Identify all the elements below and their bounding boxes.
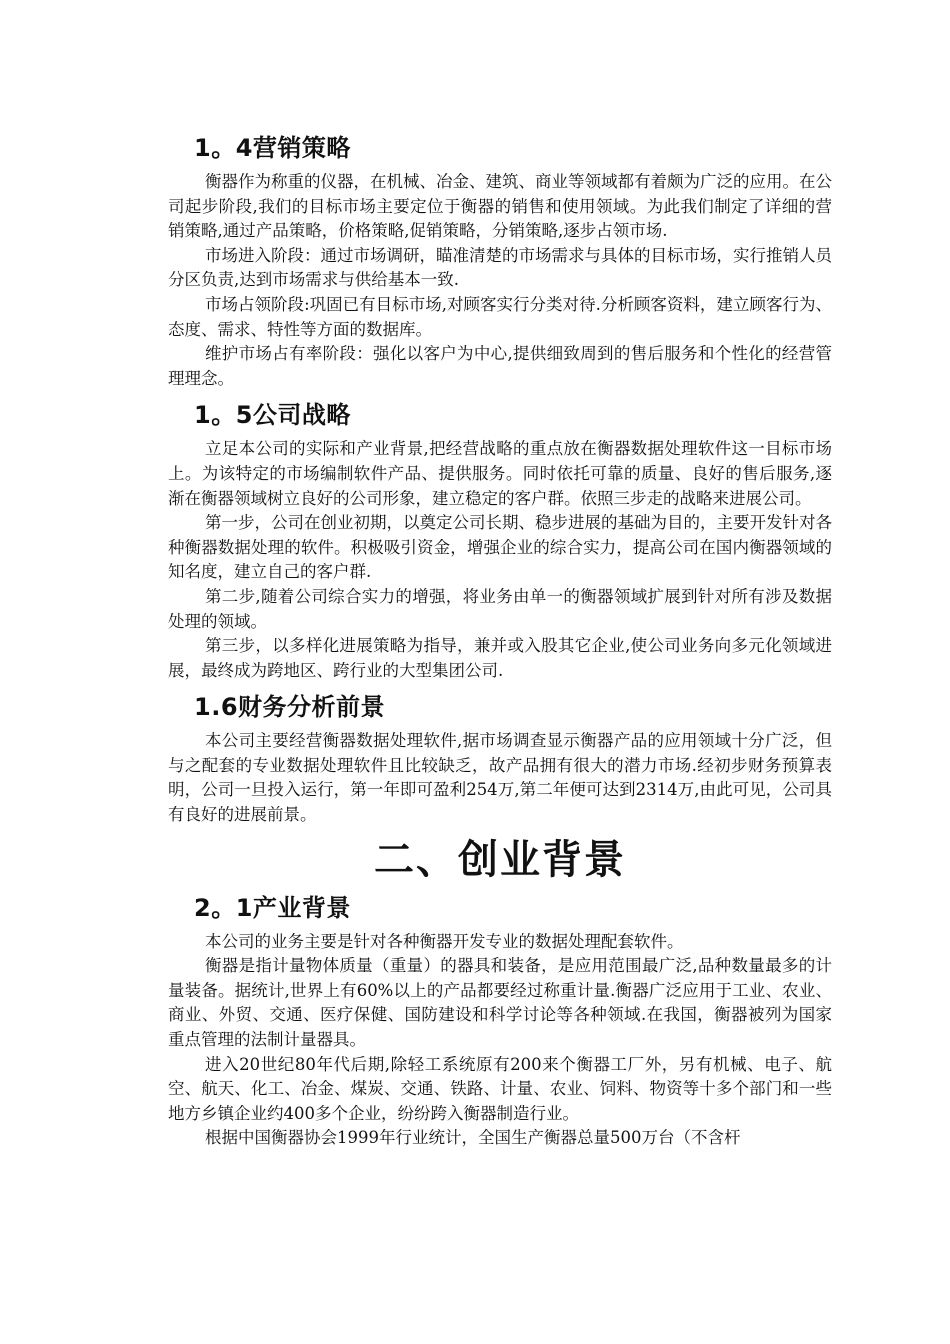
paragraph: 维护市场占有率阶段：强化以客户为中心,提供细致周到的售后服务和个性化的经营管理理念。 <box>168 344 832 388</box>
paragraph: 本公司的业务主要是针对各种衡器开发专业的数据处理配套软件。 <box>205 931 684 951</box>
chapter-title: 二、创业背景 <box>374 836 626 883</box>
paragraph: 根据中国衡器协会1999年行业统计，全国生产衡器总量500万台（不含杆 <box>205 1128 741 1148</box>
paragraph: 进入20世纪80年代后期,除轻工系统原有200来个衡器工厂外，另有机械、电子、航空、航天、化工、冶金、煤炭、交通、铁路、计量、农业、饲料、物资等十多个部门和一些地方乡镇企业约400多个企业，纷纷跨入衡器制造行业。 <box>168 1054 832 1123</box>
paragraph: 本公司主要经营衡器数据处理软件,据市场调查显示衡器产品的应用领域十分广泛，但与之配套的专业数据处理软件且比较缺乏，故产品拥有很大的潜力市场.经初步财务预算表明，公司一旦投入运行，第一年即可盈利254万,第二年便可达到2314万,由此可见，公司具有良好的进展前景。 <box>168 731 832 825</box>
section-heading-1-6: 1.6财务分析前景 <box>194 693 386 722</box>
paragraph: 衡器作为称重的仪器，在机械、冶金、建筑、商业等领域都有着颇为广泛的应用。在公司起步阶段,我们的目标市场主要定位于衡器的销售和使用领域。为此我们制定了详细的营销策略,通过产品策略，价格策略,促销策略，分销策略,逐步占领市场. <box>168 172 832 241</box>
paragraph: 市场进入阶段：通过市场调研，瞄准清楚的市场需求与具体的目标市场，实行推销人员分区负责,达到市场需求与供给基本一致. <box>168 245 832 290</box>
section-heading-1-4: 1。4营销策略 <box>194 134 351 162</box>
section-heading-2-1: 2。1产业背景 <box>194 893 351 922</box>
paragraph: 第三步，以多样化进展策略为指导，兼并或入股其它企业,使公司业务向多元化领域进展，最终成为跨地区、跨行业的大型集团公司. <box>168 636 832 680</box>
section-heading-1-5: 1。5公司战略 <box>194 401 351 430</box>
paragraph: 第一步，公司在创业初期，以奠定公司长期、稳步进展的基础为目的，主要开发针对各种衡器数据处理的软件。积极吸引资金，增强企业的综合实力，提高公司在国内衡器领域的知名度，建立自己的客户群. <box>168 513 832 582</box>
paragraph: 第二步,随着公司综合实力的增强，将业务由单一的衡器领域扩展到针对所有涉及数据处理的领域。 <box>168 586 832 631</box>
document-page <box>168 130 832 1151</box>
paragraph: 立足本公司的实际和产业背景,把经营战略的重点放在衡器数据处理软件这一目标市场上。为该特定的市场编制软件产品、提供服务。同时依托可靠的质量、良好的售后服务,逐渐在衡器领域树立良好的公司形象，建立稳定的客户群。依照三步走的战略来进展公司。 <box>168 439 832 508</box>
paragraph: 衡器是指计量物体质量（重量）的器具和装备，是应用范围最广泛,品种数量最多的计量装备。据统计,世界上有60%以上的产品都要经过称重计量.衡器广泛应用于工业、农业、商业、外贸、交通、医疗保健、国防建设和科学讨论等各种领域.在我国，衡器被列为国家重点管理的法制计量器具。 <box>168 956 832 1050</box>
paragraph: 市场占领阶段:巩固已有目标市场,对顾客实行分类对待.分析顾客资料，建立顾客行为、态度、需求、特性等方面的数据库。 <box>168 294 832 339</box>
